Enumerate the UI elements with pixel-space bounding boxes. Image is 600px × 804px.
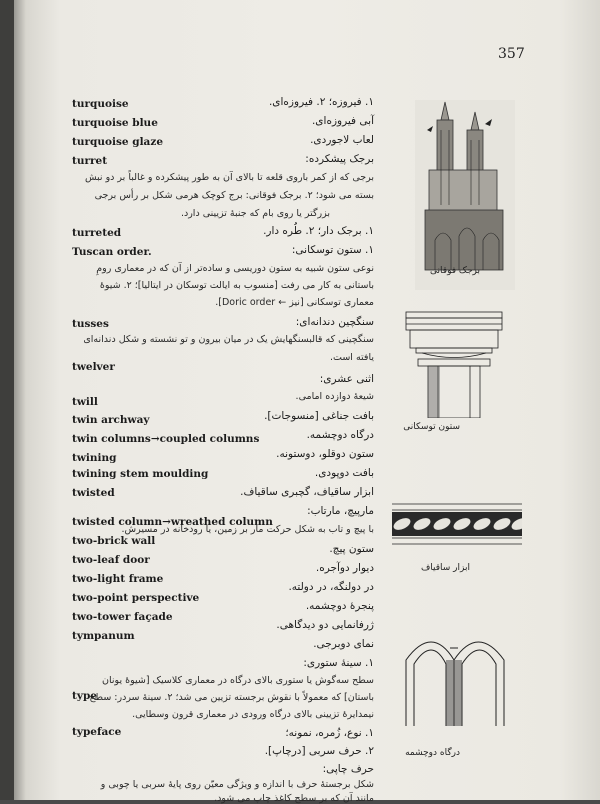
entry-term: twisted	[72, 487, 115, 499]
entry-definition: معماری توسکانی [نیز ← Doric order].	[215, 297, 374, 308]
entry-term: typeface	[72, 726, 122, 738]
entry-term: two-leaf door	[72, 554, 150, 566]
tuscan-column-figure	[404, 310, 504, 418]
entry-translation: آبی فیروزه‌ای.	[311, 115, 374, 127]
twining-moulding-figure	[392, 500, 522, 548]
twining-moulding-illustration	[392, 500, 522, 548]
twin-archway-illustration	[400, 618, 510, 728]
entry-translation: دیوار دوآجره.	[315, 562, 374, 574]
entry-translation: لعاب لاجوردی.	[310, 134, 374, 146]
entry-translation: سنگچین دندانه‌ای:	[295, 316, 374, 328]
entry-translation: ۱. برجک دار؛ ۲. طُره دار.	[263, 225, 374, 237]
tuscan-column-illustration	[404, 310, 504, 418]
entry-definition: باستان] که معمولاً با نقوش برجسته تزیین می شد؛ ۲. سینهٔ سردر: سطح	[89, 692, 374, 703]
entry-term: turquoise	[72, 98, 129, 110]
cathedral-spires-illustration	[415, 100, 515, 290]
entry-translation: در دولنگه، در دولته.	[288, 581, 374, 593]
entry-term: twelver	[72, 361, 115, 373]
entry-definition: شیعهٔ دوازده امامی.	[295, 391, 374, 402]
entry-translation: ۱. ستون توسکانی:	[291, 244, 374, 256]
figure-caption: ستون توسکانی	[403, 422, 460, 432]
entry-translation: نمای دوبرجی.	[313, 638, 374, 650]
figure-caption: برجک فوقانی	[430, 266, 480, 276]
entry-term: tympanum	[72, 630, 135, 642]
entry-definition: سطح سه‌گوش یا ستوری بالای درگاه در معماری کلاسیک [شیوهٔ یونان	[102, 675, 374, 686]
entry-term: two-point perspective	[72, 592, 200, 604]
entry-translation: ستون دوقلو، دوستونه.	[276, 448, 374, 460]
entry-translation: حرف چاپی:	[322, 763, 374, 775]
entry-definition: نیمدایرهٔ تزیینی بالای درگاه ورودی در معماری قرون وسطایی.	[132, 709, 374, 720]
entry-definition: باستانی به کار می رفت [منسوب به ایالت توسکان در ایتالیا]؛ ۲. شیوهٔ	[99, 280, 374, 291]
entry-definition: مانند آن که بر سطح کاغذ چاپ می شود.	[214, 793, 374, 804]
entry-term: turreted	[72, 227, 122, 239]
entry-translation: اثنی عشری:	[319, 373, 374, 385]
entry-term: tusses	[72, 318, 109, 330]
entry-term: Tuscan order.	[72, 246, 152, 258]
entry-term: two-brick wall	[72, 535, 156, 547]
entry-definition: بسته می شود؛ ۲. برجک فوقانی: برج کوچک هرمی شکل بر رأس برجی	[94, 190, 374, 201]
figure-caption: درگاه دوچشمه	[405, 748, 460, 758]
entry-translation: مارپیچ، مارتاب:	[307, 505, 374, 517]
entry-translation: ابزار ساقیاف، گچبری ساقیاف.	[240, 486, 374, 498]
entry-translation: ستون پیچ.	[329, 543, 374, 555]
entry-definition: برجی که از کمر باروی قلعه تا بالای آن به طور پیشکرده و غالباً بر دو نبش	[84, 172, 374, 183]
entry-translation: ۲. حرف سربی [درچاپ].	[264, 745, 374, 757]
entry-translation: درگاه دوچشمه.	[306, 429, 374, 441]
twin-archway-figure	[400, 618, 510, 728]
entry-translation: بافت جناغی [منسوجات].	[264, 410, 374, 422]
entry-definition: با پیچ و تاب به شکل حرکت مار بر زمین، یا رودخانه در مسیرش.	[121, 524, 374, 535]
entry-translation: ۱. فیروزه؛ ۲. فیروزه‌ای.	[268, 96, 374, 108]
entry-term: turquoise blue	[72, 117, 158, 129]
entry-term: twining	[72, 452, 117, 464]
entry-term: twining stem moulding	[72, 468, 209, 480]
entry-term: two-tower façade	[72, 611, 173, 623]
page-number: 357	[498, 46, 525, 62]
entry-translation: برجک پیشکرده:	[305, 153, 374, 165]
entry-term: twisted column→wreathed column	[72, 516, 273, 528]
entry-translation: ژرفانمایی دو دیدگاهی.	[276, 619, 374, 631]
entry-term: turret	[72, 155, 108, 167]
entry-term: type	[72, 690, 97, 702]
entry-term: turquoise glaze	[72, 136, 164, 148]
entry-definition: سنگچینی که قالبسنگهایش یک در میان بیرون و تو نشسته و شکل دندانه‌ای	[83, 334, 374, 345]
entry-translation: پنجرهٔ دوچشمه.	[305, 600, 374, 612]
entry-definition: بزرگتر یا روی بام که جنبهٔ تزیینی دارد.	[180, 208, 330, 219]
entry-definition: شکل برجستهٔ حرف با اندازه و ویژگی معیّن روی پایهٔ سربی یا چوبی و	[100, 779, 374, 790]
entry-term: twin archway	[72, 414, 150, 426]
entry-definition: یافته است.	[329, 352, 374, 363]
entry-term: twin columns→coupled columns	[72, 433, 260, 445]
turret-figure	[415, 100, 515, 290]
figure-caption: ابزار ساقیاف	[420, 563, 470, 573]
entry-term: two-light frame	[72, 573, 164, 585]
entry-translation: ۱. نوع، زُمره، نمونه؛	[285, 727, 374, 739]
entry-definition: نوعی ستون شبیه به ستون دوریسی و ساده‌تر از آن که در معماری رومِ	[96, 263, 374, 274]
entry-term: twill	[72, 396, 98, 408]
entry-translation: بافت دوپودی.	[314, 467, 374, 479]
entry-translation: ۱. سینهٔ ستوری:	[303, 657, 374, 669]
